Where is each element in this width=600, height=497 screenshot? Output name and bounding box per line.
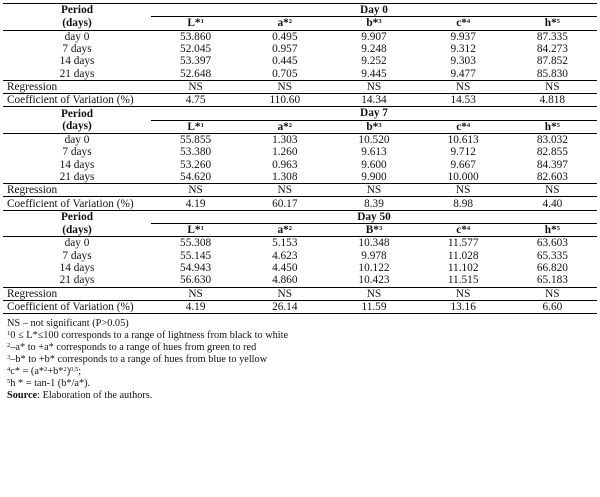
value-c: 10.000 [447,170,479,183]
footnote-mark: 1 [7,330,11,338]
value-b: NS [329,80,418,93]
footnote-mark: 2 [288,225,293,233]
period-cell: 21 days [59,274,95,287]
value-h: 4.40 [508,197,597,210]
value-h: 65.335 [536,249,568,262]
period-cell: 21 days [59,67,95,80]
value-L: 53.260 [180,158,212,171]
value-h: 82.603 [536,170,568,183]
value-c: 14.53 [419,94,508,107]
col-h-label: h* [544,120,557,133]
value-L: 52.045 [180,42,212,55]
value-L: 52.648 [180,67,212,80]
regression-label: Regression [3,184,151,197]
value-c: 9.303 [450,55,476,68]
value-h: 87.852 [536,55,568,68]
col-L-header [151,17,240,30]
value-a: 1.260 [272,146,298,159]
footnote-mark: 1 [200,225,204,233]
value-c: 13.16 [419,300,508,313]
col-a-label: a* [277,224,289,237]
value-h: 63.603 [508,237,597,250]
block-title: Day 0 [151,4,597,17]
footnote-mark: 5 [556,225,560,233]
value-a: 4.623 [272,249,298,262]
value-h: 4.818 [508,94,597,107]
cv-label: Coefficient of Variation (%) [3,300,151,313]
note-2 [7,342,597,354]
value-b: 11.59 [329,300,418,313]
footnote-mark: 4 [466,225,471,233]
table-row [3,43,597,55]
period-cell: day 0 [3,30,151,43]
value-h: NS [508,184,597,197]
value-a: 1.308 [272,170,298,183]
header-row [3,4,597,17]
value-L: 4.19 [151,300,240,313]
note-1 [7,330,597,342]
regression-label: Regression [3,287,151,300]
col-b-header [329,224,418,237]
period-cell: 21 days [59,170,95,183]
value-a: 1.303 [240,133,329,146]
footnote-mark: 5 [7,378,11,386]
table-row [3,159,597,171]
value-a: 0.705 [272,67,298,80]
period-cell: day 0 [3,133,151,146]
source-note [7,390,597,402]
period-header: Period [3,4,151,17]
table-row [3,133,597,146]
col-h-label: h* [544,17,557,30]
col-a-header [240,224,329,237]
value-L: NS [151,80,240,93]
col-L-label: L* [187,224,201,237]
table-row [3,274,597,287]
header-row [3,210,597,223]
value-a: 110.60 [240,94,329,107]
period-cell: 14 days [59,55,95,68]
table-row [3,250,597,262]
value-b: 9.252 [361,55,387,68]
value-a: 0.495 [240,30,329,43]
source-text: : Elaboration of the authors. [37,390,153,402]
note-5-text: h * = tan-1 (b*/a*). [10,378,91,390]
value-a: NS [240,184,329,197]
footnote-mark: 1 [200,18,204,26]
col-b-label: b* [366,17,379,30]
note-3-text: –b* to +b* corresponds to a range of hues from blue to yellow [10,354,268,366]
value-a: 4.860 [272,274,298,287]
cv-row [3,94,597,107]
note-4-text-a: c* = (a* [10,366,45,378]
period-cell: 7 days [62,42,92,55]
block-title: Day 50 [151,210,597,223]
col-L-header [151,224,240,237]
value-b: 10.348 [329,237,418,250]
col-c-label: c* [456,120,467,133]
value-h: 66.820 [536,261,568,274]
block-day-50 [3,210,597,313]
note-4-text-c: ) [66,366,71,378]
value-h: 85.830 [536,67,568,80]
note-ns: NS – not significant (P>0.05) [7,318,129,330]
note-4 [7,366,597,378]
footnote-mark: 4 [466,18,471,26]
col-h-header [508,224,597,237]
value-L: 54.620 [180,170,212,183]
footnote-mark: 4 [466,121,471,129]
subheader-row [3,120,597,133]
footnote-mark: 4 [7,366,11,374]
cv-label: Coefficient of Variation (%) [3,94,151,107]
value-L: 55.855 [151,133,240,146]
value-c: 9.712 [450,146,476,159]
col-c-label: c* [456,224,467,237]
table-row [3,171,597,184]
block-day-0 [3,4,597,107]
value-h: 84.397 [536,158,568,171]
value-a: 5.153 [240,237,329,250]
value-h: 65.183 [536,274,568,287]
value-c: 11.577 [419,237,508,250]
days-header: (days) [62,120,92,133]
source-label: Source [7,390,38,402]
cv-label: Coefficient of Variation (%) [3,197,151,210]
exponent: 2 [44,366,48,374]
table-row [3,67,597,80]
header-row [3,107,597,120]
value-b: 9.978 [361,249,387,262]
value-c: 11.028 [447,249,479,262]
exponent: 2 [63,366,67,374]
table-container [3,3,597,402]
col-b-header [329,17,418,30]
value-h: 83.032 [508,133,597,146]
value-c: NS [419,80,508,93]
exponent: 0,5 [70,366,79,374]
col-h-header [508,17,597,30]
note-3 [7,354,597,366]
value-c: NS [419,287,508,300]
value-c: 9.937 [419,30,508,43]
regression-row [3,184,597,197]
value-b: 14.34 [329,94,418,107]
value-b: NS [329,184,418,197]
value-a: 26.14 [240,300,329,313]
value-c: 9.477 [450,67,476,80]
regression-row [3,80,597,93]
value-L: 56.630 [180,274,212,287]
footnote-mark: 3 [378,225,383,233]
period-cell: 14 days [59,158,95,171]
col-L-header [151,120,240,133]
footnote-mark: 2 [288,18,293,26]
col-h-label: h* [544,224,557,237]
note-4-text-d: ; [78,366,82,378]
value-h: 87.335 [508,30,597,43]
table-row [3,146,597,158]
footnote-mark: 2 [288,121,293,129]
period-header: Period [3,210,151,223]
value-a: NS [240,287,329,300]
table-row [3,262,597,274]
value-L: 54.943 [180,261,212,274]
value-L: 53.380 [180,146,212,159]
period-cell: 7 days [62,146,92,159]
col-b-label: b* [366,120,379,133]
subheader-row [3,224,597,237]
period-cell: 7 days [62,249,92,262]
col-a-label: a* [277,120,289,133]
value-b: 9.907 [329,30,418,43]
col-a-header [240,120,329,133]
footnote-mark: 3 [378,18,382,26]
value-b: 9.900 [361,170,387,183]
value-b: 9.445 [361,67,387,80]
footnote-mark: 3 [378,121,382,129]
value-c: 8.98 [419,197,508,210]
col-c-label: c* [456,17,467,30]
value-c: NS [419,184,508,197]
value-c: 11.515 [447,274,479,287]
regression-label: Regression [3,80,151,93]
value-b: NS [329,287,418,300]
footnote-mark: 5 [556,18,560,26]
value-c: 11.102 [447,261,479,274]
col-L-label: L* [187,120,201,133]
period-header: Period [3,107,151,120]
footnote-mark: 1 [200,121,204,129]
value-h: NS [508,80,597,93]
regression-row [3,287,597,300]
table-row [3,55,597,67]
value-c: 10.613 [419,133,508,146]
table-notes [3,318,597,402]
footnote-mark: 3 [7,354,11,362]
value-L: 53.860 [151,30,240,43]
note-2-text: –a* to +a* corresponds to a range of hues from green to red [10,342,257,354]
days-header: (days) [62,223,92,236]
period-cell: day 0 [3,237,151,250]
value-a: 0.957 [272,42,298,55]
value-b: 9.600 [361,158,387,171]
col-b-label: B* [365,224,379,237]
value-L: 4.19 [151,197,240,210]
value-L: 53.397 [180,55,212,68]
col-a-header [240,17,329,30]
col-a-label: a* [277,17,289,30]
col-L-label: L* [187,17,201,30]
value-a: 4.450 [272,261,298,274]
col-c-header [419,17,508,30]
color-parameters-table [3,3,597,314]
value-a: 0.963 [272,158,298,171]
cv-row [3,197,597,210]
value-a: 60.17 [240,197,329,210]
value-b: 8.39 [329,197,418,210]
value-c: 9.667 [450,158,476,171]
cv-row [3,300,597,313]
col-c-header [419,224,508,237]
value-h: 82.855 [536,146,568,159]
value-b: 9.248 [361,42,387,55]
value-a: 0.445 [272,55,298,68]
value-b: 10.122 [358,261,390,274]
note-4-text-b: +b* [47,366,64,378]
note-1-text: 0 ≤ L*≤100 corresponds to a range of lightness from black to white [10,330,289,342]
table-row [3,30,597,43]
table-row [3,237,597,250]
block-title: Day 7 [151,107,597,120]
value-b: 10.520 [329,133,418,146]
value-c: 9.312 [450,42,476,55]
value-h: NS [508,287,597,300]
footnote-mark: 5 [556,121,560,129]
subheader-row [3,17,597,30]
value-a: NS [240,80,329,93]
col-b-header [329,120,418,133]
value-L: 55.308 [151,237,240,250]
note-5 [7,378,597,390]
col-h-header [508,120,597,133]
block-day-7 [3,107,597,210]
col-c-header [419,120,508,133]
value-b: 9.613 [361,146,387,159]
period-cell: 14 days [59,261,95,274]
footnote-mark: 2 [7,342,11,350]
days-header: (days) [62,17,92,30]
value-h: 84.273 [536,42,568,55]
value-L: NS [151,287,240,300]
value-h: 6.60 [508,300,597,313]
value-L: 55.145 [180,249,212,262]
value-b: 10.423 [358,274,390,287]
value-L: NS [151,184,240,197]
value-L: 4.75 [151,94,240,107]
